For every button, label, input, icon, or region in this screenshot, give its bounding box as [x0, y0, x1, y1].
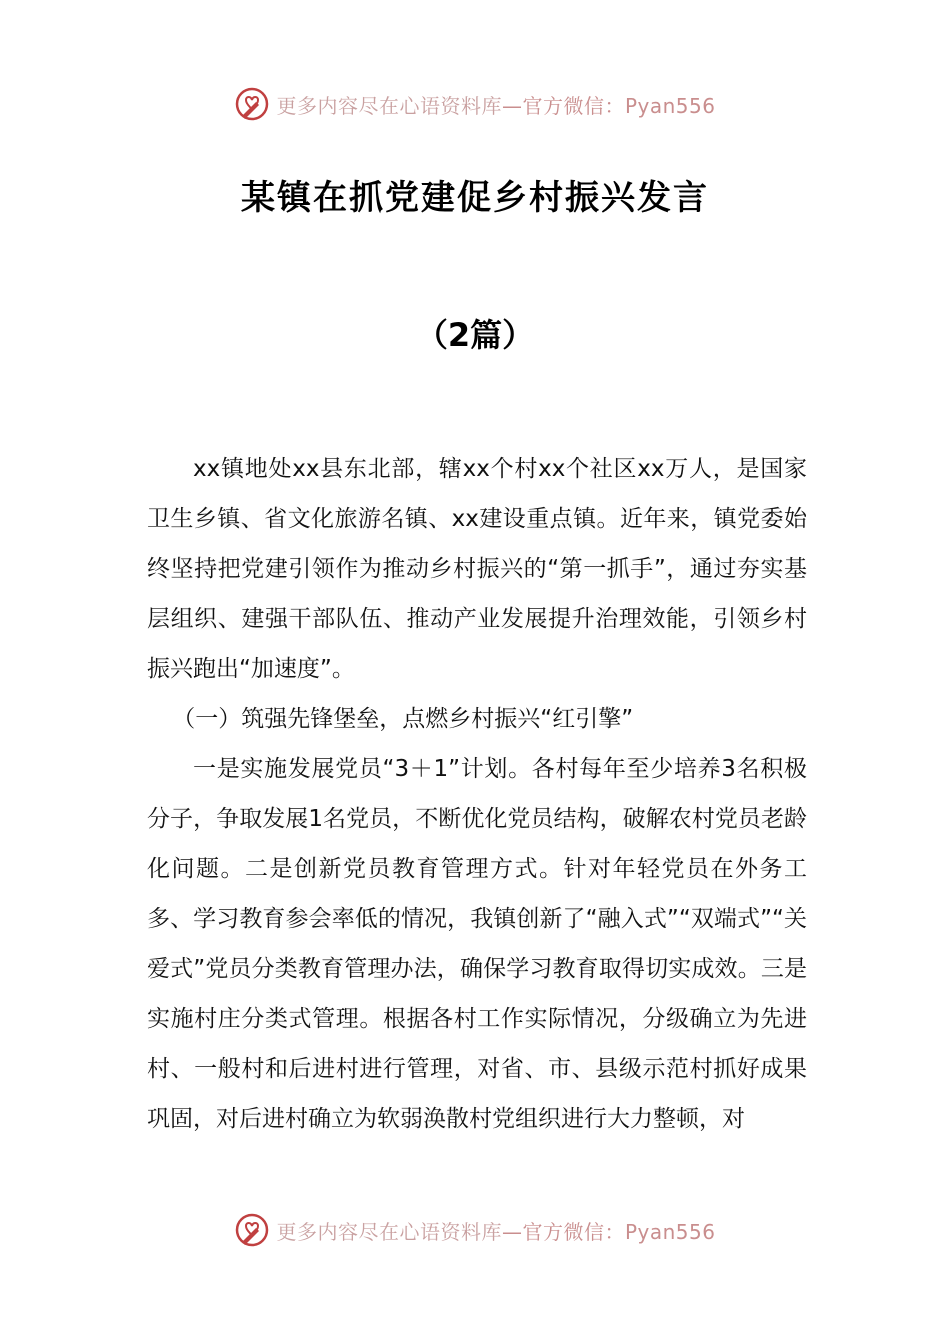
- watermark-banner-bottom: [0, 1210, 950, 1250]
- section-heading: （一）筑强先锋堡垒，点燃乡村振兴“红引擎”: [172, 706, 634, 732]
- watermark-text-bottom: 更多内容尽在心语资料库—官方微信：Pyan556: [276, 1219, 716, 1244]
- pen-heart-logo-icon: [234, 1212, 270, 1248]
- document-title: 某镇在抓党建促乡村振兴发言: [241, 178, 709, 218]
- paragraph-section-one: 一是实施发展党员“3＋1”计划。各村每年至少培养3名积极分子，争取发展1名党员，不断优化党员结构，破解农村党员老龄化问题。二是创新党员教育管理方式。针对年轻党员在外务工多、学习教育参会率低的情况，我镇创新了“融入式”“双端式”“关爱式”党员分类教育管理办法，确保学习教育取得切实成效。三是实施村庄分类式管理。根据各村工作实际情况，分级确立为先进村、一般村和后进村进行管理，对省、市、县级示范村抓好成果巩固，对后进村确立为软弱涣散村党组织进行大力整顿，对: [147, 756, 807, 1132]
- document-subtitle: （2篇）: [415, 316, 535, 354]
- watermark-text-top: 更多内容尽在心语资料库—官方微信：Pyan556: [276, 93, 716, 118]
- watermark-banner-top: [0, 84, 950, 124]
- paragraph-intro: xx镇地处xx县东北部，辖xx个村xx个社区xx万人，是国家卫生乡镇、省文化旅游名镇、xx建设重点镇。近年来，镇党委始终坚持把党建引领作为推动乡村振兴的“第一抓手”，通过夯实基层组织、建强干部队伍、推动产业发展提升治理效能，引领乡村振兴跑出“加速度”。: [147, 456, 807, 682]
- pen-heart-logo-icon: [234, 86, 270, 122]
- document-body: [147, 444, 807, 1144]
